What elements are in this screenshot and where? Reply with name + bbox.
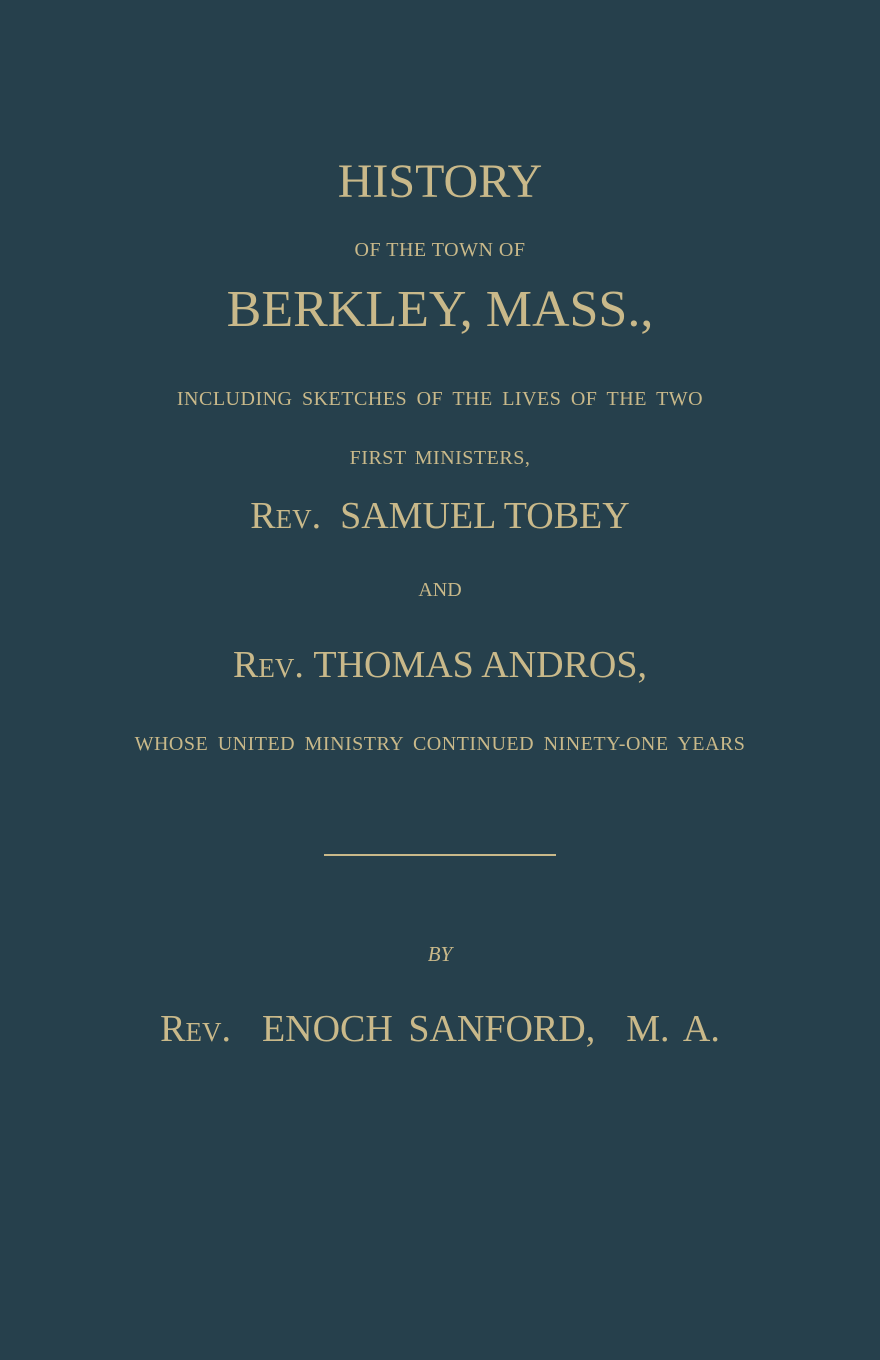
- minister-1: [0, 497, 880, 535]
- minister-2-honorific: Rev.: [233, 644, 304, 686]
- conjunction: AND: [418, 579, 462, 601]
- author-honorific: Rev.: [160, 1008, 231, 1050]
- including-line: INCLUDING SKETCHES OF THE LIVES OF THE TWO: [176, 388, 704, 410]
- minister-2-name: THOMAS ANDROS,: [313, 644, 647, 686]
- minister-1-honorific: Rev.: [250, 495, 322, 537]
- town-name: BERKLEY, MASS.,: [226, 281, 654, 338]
- author-degree: M. A.: [626, 1008, 720, 1050]
- author-name: ENOCH SANFORD,: [261, 1008, 596, 1050]
- by-label: BY: [427, 942, 453, 966]
- author: [0, 1010, 880, 1048]
- subtitle-prefix: OF THE TOWN OF: [354, 239, 526, 261]
- ministry-line: WHOSE UNITED MINISTRY CONTINUED NINETY-ONE YEARS: [134, 733, 746, 755]
- divider-rule: [324, 854, 556, 856]
- ministers-line: FIRST MINISTERS,: [349, 447, 531, 469]
- minister-2: [0, 646, 880, 684]
- minister-1-name: SAMUEL TOBEY: [340, 495, 630, 537]
- title: HISTORY: [337, 155, 543, 208]
